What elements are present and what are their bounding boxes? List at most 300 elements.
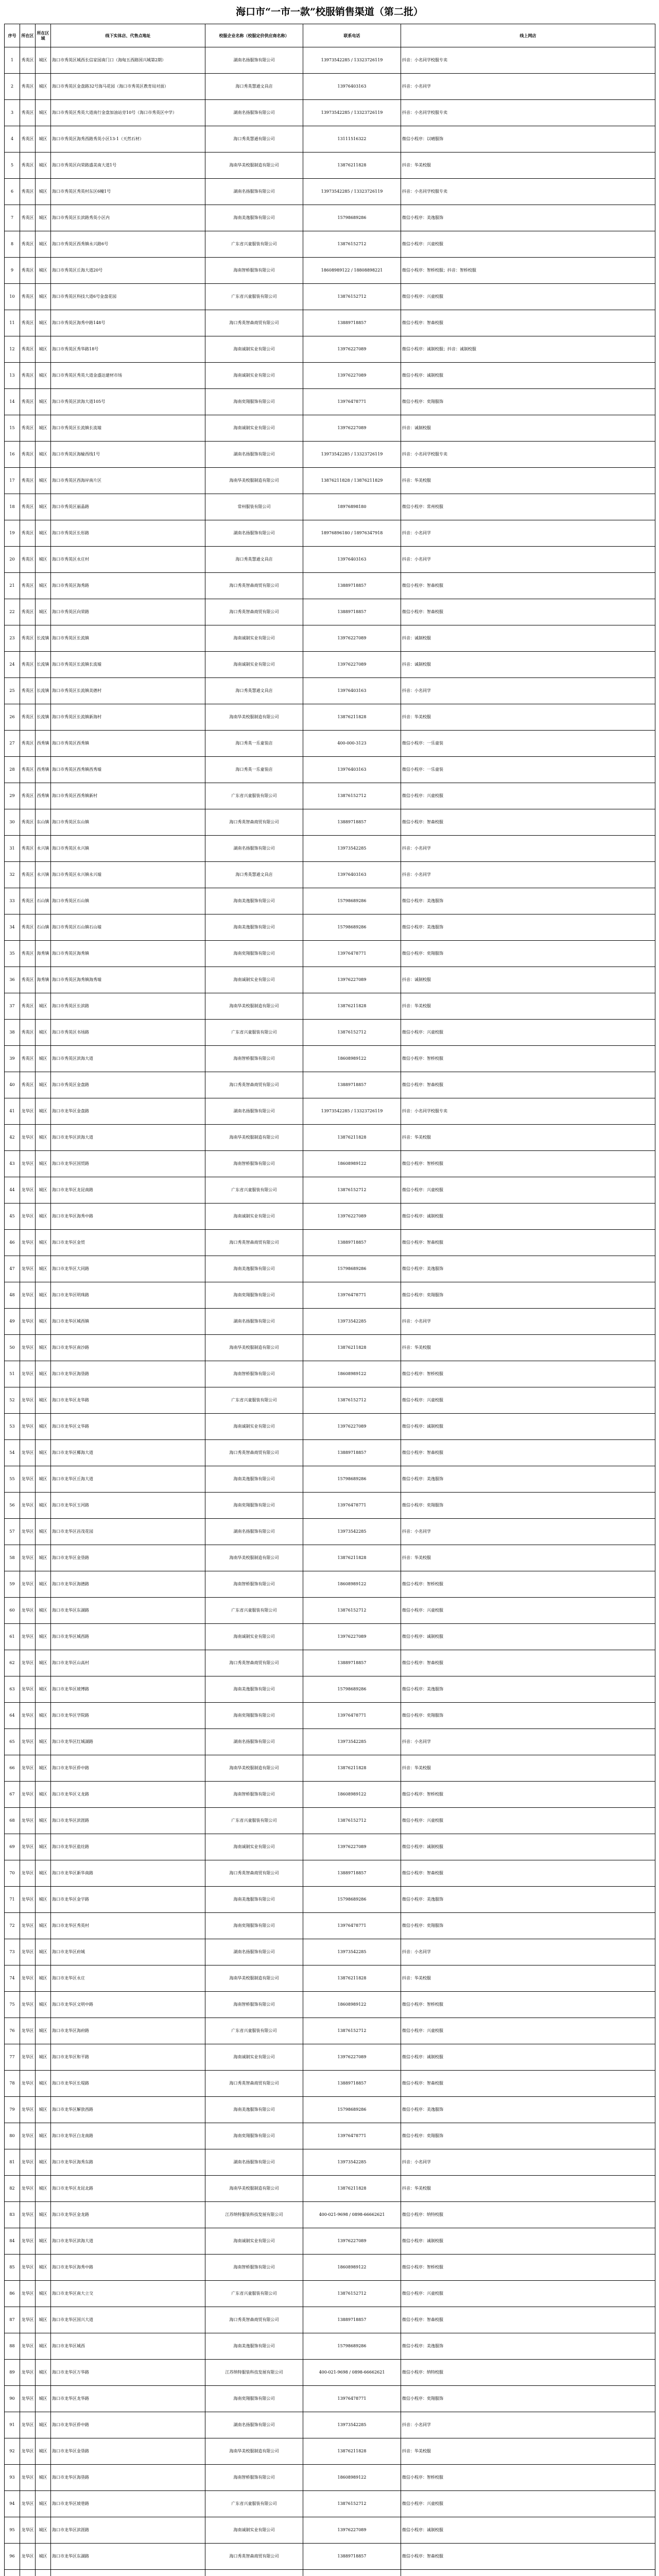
cell-index: 18 (5, 494, 20, 520)
cell-company: 广东省兴童服装有限公司 (205, 783, 303, 809)
cell-district: 龙华区 (20, 1493, 36, 1519)
cell-phone: 13876152712 (303, 1020, 401, 1046)
cell-phone: 13976478771 (303, 1703, 401, 1729)
table-row (5, 336, 655, 363)
cell-company: 海南美逸服饰有限公司 (205, 1676, 303, 1703)
cell-index: 90 (5, 2386, 20, 2412)
cell-phone: 13876211828 (303, 1755, 401, 1782)
cell-district: 秀英区 (20, 599, 36, 625)
cell-store-address: 海口市龙华区海秀中路 (51, 1204, 205, 1230)
cell-company: 海南诚制实业有限公司 (205, 1624, 303, 1650)
cell-index: 51 (5, 1361, 20, 1387)
table-row (5, 1335, 655, 1361)
table-row (5, 1072, 655, 1098)
table-row (5, 2333, 655, 2360)
table-row (5, 2438, 655, 2465)
cell-store-address: 海口市秀英区向荣路盛美南大道1号 (51, 152, 205, 179)
cell-store-address: 海口市龙华区龙昆北路 (51, 2176, 205, 2202)
table-row (5, 731, 655, 757)
cell-area: 城区 (36, 573, 51, 599)
cell-index: 80 (5, 2123, 20, 2149)
cell-district: 秀英区 (20, 389, 36, 415)
cell-district: 秀英区 (20, 179, 36, 205)
cell-online-store: 抖音：小名同学 (401, 2149, 655, 2176)
col-header-store-address: 线下实体店、代售点地址 (51, 24, 205, 47)
table-row (5, 74, 655, 100)
cell-company (205, 2570, 303, 2576)
cell-online-store: 微信小程序：以晴服饰 (401, 126, 655, 152)
cell-district: 龙华区 (20, 1782, 36, 1808)
cell-store-address: 海口市秀英区长流镇 (51, 625, 205, 652)
cell-district: 龙华区 (20, 2465, 36, 2491)
table-row (5, 573, 655, 599)
cell-district: 龙华区 (20, 1151, 36, 1177)
cell-area: 城区 (36, 1493, 51, 1519)
cell-phone: 13976227089 (303, 625, 401, 652)
cell-company: 海南诚制实业有限公司 (205, 363, 303, 389)
cell-district: 龙华区 (20, 2228, 36, 2255)
table-row (5, 2071, 655, 2097)
cell-store-address (51, 2570, 205, 2576)
cell-phone: 400-021-9698 / 0898-66662621 (303, 2202, 401, 2228)
cell-online-store: 微信小程序：智森校服 (401, 1440, 655, 1466)
cell-phone: 13976403163 (303, 678, 401, 704)
cell-phone: 15798689286 (303, 914, 401, 941)
cell-index: 45 (5, 1204, 20, 1230)
cell-index: 37 (5, 993, 20, 1020)
cell-phone: 13889718857 (303, 1230, 401, 1256)
cell-company: 海南智桥服饰有限公司 (205, 1782, 303, 1808)
cell-index: 56 (5, 1493, 20, 1519)
cell-area: 城区 (36, 993, 51, 1020)
cell-index: 95 (5, 2517, 20, 2544)
cell-online-store: 微信小程序：智桥校服 (401, 1992, 655, 2018)
cell-online-store: 微信小程序：美逸服饰 (401, 2097, 655, 2123)
cell-phone: 13976227089 (303, 363, 401, 389)
cell-district: 秀英区 (20, 74, 36, 100)
cell-phone: 13976403163 (303, 862, 401, 888)
cell-online-store: 微信小程序：美逸服饰 (401, 205, 655, 231)
cell-district: 秀英区 (20, 783, 36, 809)
cell-store-address: 海口市龙华区国兴大道 (51, 2307, 205, 2333)
cell-company: 湖南名扬服饰有限公司 (205, 2149, 303, 2176)
cell-area: 城区 (36, 1098, 51, 1125)
cell-store-address: 海口市龙华区城西路 (51, 1624, 205, 1650)
cell-store-address: 海口市龙华区海秀东路 (51, 2149, 205, 2176)
cell-phone: 13976227089 (303, 652, 401, 678)
cell-area: 城区 (36, 2228, 51, 2255)
cell-phone: 13976227089 (303, 2517, 401, 2544)
cell-phone: 15798689286 (303, 1466, 401, 1493)
cell-online-store: 抖音：小名同学 (401, 1729, 655, 1755)
cell-company: 海南智桥服饰有限公司 (205, 1046, 303, 1072)
cell-online-store: 抖音：诚制校服 (401, 652, 655, 678)
cell-phone: 18608989122 (303, 2465, 401, 2491)
table-row (5, 1204, 655, 1230)
cell-store-address: 海口市秀英区书场路 (51, 1020, 205, 1046)
cell-index: 8 (5, 231, 20, 258)
cell-online-store: 微信小程序：奕翔服饰 (401, 2386, 655, 2412)
cell-district: 秀英区 (20, 1046, 36, 1072)
cell-district: 龙华区 (20, 1939, 36, 1965)
cell-online-store: 微信小程序：智森校服 (401, 2071, 655, 2097)
cell-online-store: 抖音：小名同学 (401, 547, 655, 573)
cell-area: 城区 (36, 1125, 51, 1151)
cell-store-address: 海口市龙华区龙昆南路 (51, 1177, 205, 1204)
cell-index: 47 (5, 1256, 20, 1282)
cell-index: 1 (5, 47, 20, 74)
table-row (5, 1151, 655, 1177)
cell-company: 海口秀英智森商贸有限公司 (205, 1230, 303, 1256)
table-row (5, 152, 655, 179)
cell-index: 3 (5, 100, 20, 126)
cell-index: 22 (5, 599, 20, 625)
cell-store-address: 海口市秀英区海秀中路148号 (51, 310, 205, 336)
cell-area: 城区 (36, 152, 51, 179)
cell-company: 广东省兴童服装有限公司 (205, 231, 303, 258)
cell-area: 城区 (36, 1571, 51, 1598)
cell-online-store: 微信小程序：诚制校服 (401, 363, 655, 389)
cell-index: 77 (5, 2044, 20, 2071)
cell-area: 城区 (36, 231, 51, 258)
cell-store-address: 海口市龙华区坡博路 (51, 1676, 205, 1703)
cell-phone: 13973542285 (303, 836, 401, 862)
cell-company: 海口秀英一乐童装店 (205, 757, 303, 783)
cell-online-store: 抖音：小名同学校服专卖 (401, 1098, 655, 1125)
cell-phone: 13976478771 (303, 941, 401, 967)
cell-area: 城区 (36, 1020, 51, 1046)
cell-store-address: 海口市秀英区西秀镇西秀墟 (51, 757, 205, 783)
cell-district: 秀英区 (20, 809, 36, 836)
cell-area: 城区 (36, 1939, 51, 1965)
cell-district: 龙华区 (20, 1387, 36, 1414)
col-header-company: 校服企业名称（校服定价供应商名称） (205, 24, 303, 47)
cell-online-store: 微信小程序：智森校服 (401, 2544, 655, 2570)
cell-area: 西秀镇 (36, 783, 51, 809)
cell-company: 湖南名扬服饰有限公司 (205, 1309, 303, 1335)
cell-index: 92 (5, 2438, 20, 2465)
cell-area: 西秀镇 (36, 731, 51, 757)
table-row (5, 258, 655, 284)
table-row (5, 1571, 655, 1598)
cell-area: 城区 (36, 1545, 51, 1571)
cell-store-address: 海口市龙华区昌茂花园 (51, 1519, 205, 1545)
cell-index: 41 (5, 1098, 20, 1125)
cell-area: 城区 (36, 1519, 51, 1545)
table-row (5, 2149, 655, 2176)
cell-phone: 13876152712 (303, 231, 401, 258)
cell-phone: 13876152712 (303, 2491, 401, 2517)
cell-index: 54 (5, 1440, 20, 1466)
cell-area: 城区 (36, 2491, 51, 2517)
cell-online-store: 抖音：华美校服 (401, 2438, 655, 2465)
cell-company: 海南美逸服饰有限公司 (205, 888, 303, 914)
cell-area: 城区 (36, 1256, 51, 1282)
table-row (5, 1414, 655, 1440)
cell-district: 龙华区 (20, 2517, 36, 2544)
cell-index: 43 (5, 1151, 20, 1177)
cell-online-store: 抖音：小名同学 (401, 862, 655, 888)
cell-online-store: 抖音：小名同学校服专卖 (401, 179, 655, 205)
cell-store-address: 海口市秀英区海秀路 (51, 573, 205, 599)
cell-company: 海南美逸服饰有限公司 (205, 205, 303, 231)
cell-district: 龙华区 (20, 1466, 36, 1493)
table-row (5, 2465, 655, 2491)
cell-area: 城区 (36, 2281, 51, 2307)
cell-phone: 13876211828 (303, 1125, 401, 1151)
cell-area: 城区 (36, 520, 51, 547)
cell-district: 秀英区 (20, 547, 36, 573)
cell-index: 6 (5, 179, 20, 205)
table-row (5, 704, 655, 731)
cell-company: 海南诚制实业有限公司 (205, 415, 303, 442)
cell-company: 广东省兴童服装有限公司 (205, 2491, 303, 2517)
cell-phone: 18608989122 (303, 1361, 401, 1387)
table-row (5, 1992, 655, 2018)
cell-phone: 18976898180 (303, 494, 401, 520)
cell-online-store: 抖音：诚制校服 (401, 415, 655, 442)
cell-online-store (401, 2570, 655, 2576)
cell-area: 城区 (36, 258, 51, 284)
cell-store-address: 海口市龙华区金垦路 (51, 1545, 205, 1571)
cell-store-address: 海口市秀英区石山镇 (51, 888, 205, 914)
cell-index: 35 (5, 941, 20, 967)
cell-company: 海南美逸服饰有限公司 (205, 914, 303, 941)
table-row (5, 363, 655, 389)
cell-district: 龙华区 (20, 1913, 36, 1939)
cell-area: 海秀镇 (36, 941, 51, 967)
cell-district: 龙华区 (20, 1177, 36, 1204)
cell-area: 永兴镇 (36, 836, 51, 862)
table-row (5, 757, 655, 783)
cell-index: 28 (5, 757, 20, 783)
table-row (5, 1230, 655, 1256)
cell-company: 海南智桥服饰有限公司 (205, 2465, 303, 2491)
cell-district: 秀英区 (20, 967, 36, 993)
cell-area: 城区 (36, 2018, 51, 2044)
cell-store-address: 海口市龙华区金宇路 (51, 1887, 205, 1913)
cell-online-store: 微信小程序：智桥校服 (401, 2255, 655, 2281)
cell-store-address: 海口市秀英区丘海大道20号 (51, 258, 205, 284)
cell-phone: 13889718857 (303, 2544, 401, 2570)
cell-company: 海南华美校服制造有限公司 (205, 704, 303, 731)
cell-phone: 13876211828 (303, 704, 401, 731)
table-row (5, 310, 655, 336)
cell-company: 海口秀英智森商贸有限公司 (205, 310, 303, 336)
cell-district: 龙华区 (20, 1729, 36, 1755)
cell-store-address: 海口市龙华区国贸路 (51, 1151, 205, 1177)
cell-company: 海南华美校服制造有限公司 (205, 152, 303, 179)
cell-online-store: 微信小程序：智森校服 (401, 599, 655, 625)
cell-phone: 13876211828 (303, 1545, 401, 1571)
col-header-district: 所在区 (20, 24, 36, 47)
cell-store-address: 海口市龙华区万华路 (51, 2360, 205, 2386)
cell-company: 海口秀英智森商贸有限公司 (205, 809, 303, 836)
cell-company: 湖南名扬服饰有限公司 (205, 520, 303, 547)
table-header-row (5, 24, 655, 47)
cell-company: 湖南名扬服饰有限公司 (205, 1519, 303, 1545)
cell-online-store: 微信小程序：兴童校服 (401, 231, 655, 258)
table-row (5, 47, 655, 74)
cell-district: 龙华区 (20, 1230, 36, 1256)
cell-area: 城区 (36, 1151, 51, 1177)
cell-online-store: 微信小程序：奕翔服饰 (401, 2123, 655, 2149)
cell-company: 海南奕翔服饰有限公司 (205, 941, 303, 967)
cell-index: 61 (5, 1624, 20, 1650)
table-row (5, 993, 655, 1020)
cell-area: 城区 (36, 2123, 51, 2149)
cell-area: 城区 (36, 1624, 51, 1650)
cell-online-store: 抖音：华美校服 (401, 2176, 655, 2202)
cell-area: 城区 (36, 1782, 51, 1808)
cell-district: 龙华区 (20, 1992, 36, 2018)
table-row (5, 1913, 655, 1939)
cell-online-store: 抖音：华美校服 (401, 1755, 655, 1782)
cell-phone: 13889718857 (303, 573, 401, 599)
table-row (5, 1939, 655, 1965)
cell-online-store: 抖音：华美校服 (401, 993, 655, 1020)
cell-district: 秀英区 (20, 836, 36, 862)
table-row (5, 809, 655, 836)
cell-area: 城区 (36, 284, 51, 310)
cell-store-address: 海口市龙华区丘海大道 (51, 1466, 205, 1493)
cell-area: 东山镇 (36, 809, 51, 836)
cell-phone: 13976227089 (303, 1834, 401, 1860)
cell-store-address: 海口市龙华区文华路 (51, 1414, 205, 1440)
cell-index: 36 (5, 967, 20, 993)
cell-district: 龙华区 (20, 2307, 36, 2333)
cell-phone: 13973542285 / 13323726119 (303, 47, 401, 74)
cell-area: 城区 (36, 1913, 51, 1939)
cell-company: 海南华美校服制造有限公司 (205, 1335, 303, 1361)
cell-phone: 13973542285 (303, 1939, 401, 1965)
cell-company: 海南奕翔服饰有限公司 (205, 1282, 303, 1309)
cell-district: 龙华区 (20, 2255, 36, 2281)
cell-store-address: 海口市龙华区学院路 (51, 1703, 205, 1729)
cell-company: 广东省兴童服装有限公司 (205, 284, 303, 310)
cell-company: 广东省兴童服装有限公司 (205, 1020, 303, 1046)
cell-company: 海南诚制实业有限公司 (205, 625, 303, 652)
table-row (5, 1782, 655, 1808)
cell-store-address: 海口市龙华区文明中路 (51, 1992, 205, 2018)
table-row (5, 1519, 655, 1545)
cell-phone: 18608989122 (303, 1782, 401, 1808)
table-row (5, 2176, 655, 2202)
cell-district: 秀英区 (20, 1072, 36, 1098)
cell-phone: 13889718857 (303, 2071, 401, 2097)
cell-store-address: 海口市秀英区城西长信家园南门口（海甸五西路国兴城第2期） (51, 47, 205, 74)
cell-area: 城区 (36, 468, 51, 494)
table-row (5, 2360, 655, 2386)
cell-index: 34 (5, 914, 20, 941)
cell-index: 21 (5, 573, 20, 599)
table-row (5, 914, 655, 941)
cell-phone: 13973542285 / 13323726119 (303, 1098, 401, 1125)
cell-index: 13 (5, 363, 20, 389)
cell-online-store: 微信小程序：诚制校服 (401, 1834, 655, 1860)
table-row (5, 468, 655, 494)
cell-district: 秀英区 (20, 573, 36, 599)
cell-district (20, 2570, 36, 2576)
cell-phone: 13876211828 (303, 2176, 401, 2202)
cell-store-address: 海口市龙华区金贸 (51, 1230, 205, 1256)
cell-store-address: 海口市秀英区长流镇长流墟 (51, 415, 205, 442)
cell-district: 秀英区 (20, 678, 36, 704)
cell-area: 城区 (36, 389, 51, 415)
cell-index: 38 (5, 1020, 20, 1046)
cell-area: 城区 (36, 494, 51, 520)
cell-company: 海南华美校服制造有限公司 (205, 2438, 303, 2465)
cell-online-store: 抖音：华美校服 (401, 1335, 655, 1361)
cell-area: 城区 (36, 205, 51, 231)
cell-store-address: 海口市秀英区海秀镇 (51, 941, 205, 967)
cell-district: 龙华区 (20, 2438, 36, 2465)
cell-store-address: 海口市秀英区秀华路18号 (51, 336, 205, 363)
cell-area: 城区 (36, 2071, 51, 2097)
table-row (5, 1834, 655, 1860)
cell-index: 76 (5, 2018, 20, 2044)
cell-index: 29 (5, 783, 20, 809)
cell-store-address: 海口市龙华区秀英村 (51, 1913, 205, 1939)
cell-store-address: 海口市龙华区新华南路 (51, 1860, 205, 1887)
table-row (5, 599, 655, 625)
cell-index: 87 (5, 2307, 20, 2333)
cell-store-address: 海口市龙华区府城 (51, 1939, 205, 1965)
cell-area: 城区 (36, 2149, 51, 2176)
cell-online-store: 微信小程序：兴童校服 (401, 2018, 655, 2044)
cell-index: 33 (5, 888, 20, 914)
cell-store-address: 海口市龙华区海秀中路 (51, 2255, 205, 2281)
cell-store-address: 海口市龙华区海德路 (51, 1571, 205, 1598)
cell-district: 秀英区 (20, 1020, 36, 1046)
cell-online-store: 微信小程序：美逸服饰 (401, 1676, 655, 1703)
table-row (5, 2044, 655, 2071)
cell-district: 龙华区 (20, 2044, 36, 2071)
cell-company: 海口秀英慧通文具店 (205, 678, 303, 704)
cell-phone: 15798689286 (303, 2097, 401, 2123)
cell-online-store: 抖音：小名同学 (401, 520, 655, 547)
cell-area: 城区 (36, 179, 51, 205)
cell-district: 秀英区 (20, 652, 36, 678)
cell-index: 12 (5, 336, 20, 363)
cell-area: 城区 (36, 1282, 51, 1309)
cell-index: 11 (5, 310, 20, 336)
cell-index: 17 (5, 468, 20, 494)
table-row (5, 888, 655, 914)
cell-company: 海南智桥服饰有限公司 (205, 1571, 303, 1598)
table-row (5, 1256, 655, 1282)
cell-company: 湖南名扬服饰有限公司 (205, 100, 303, 126)
cell-area: 城区 (36, 415, 51, 442)
cell-phone: 13976478771 (303, 2386, 401, 2412)
cell-online-store: 微信小程序：智桥校服 (401, 1571, 655, 1598)
cell-phone: 15798689286 (303, 2333, 401, 2360)
table-row (5, 678, 655, 704)
cell-phone: 15798689286 (303, 1887, 401, 1913)
cell-store-address: 海口市秀英区秀英村东区6幢1号 (51, 179, 205, 205)
table-row (5, 1361, 655, 1387)
cell-store-address: 海口市龙华区玉河路 (51, 1493, 205, 1519)
cell-district: 秀英区 (20, 862, 36, 888)
cell-phone: 15798689286 (303, 205, 401, 231)
cell-company: 海南奕翔服饰有限公司 (205, 2123, 303, 2149)
cell-district: 龙华区 (20, 2123, 36, 2149)
cell-index: 40 (5, 1072, 20, 1098)
cell-phone: 13876211828 (303, 1965, 401, 1992)
table-row (5, 547, 655, 573)
cell-area: 城区 (36, 1755, 51, 1782)
cell-phone: 13889718857 (303, 2307, 401, 2333)
